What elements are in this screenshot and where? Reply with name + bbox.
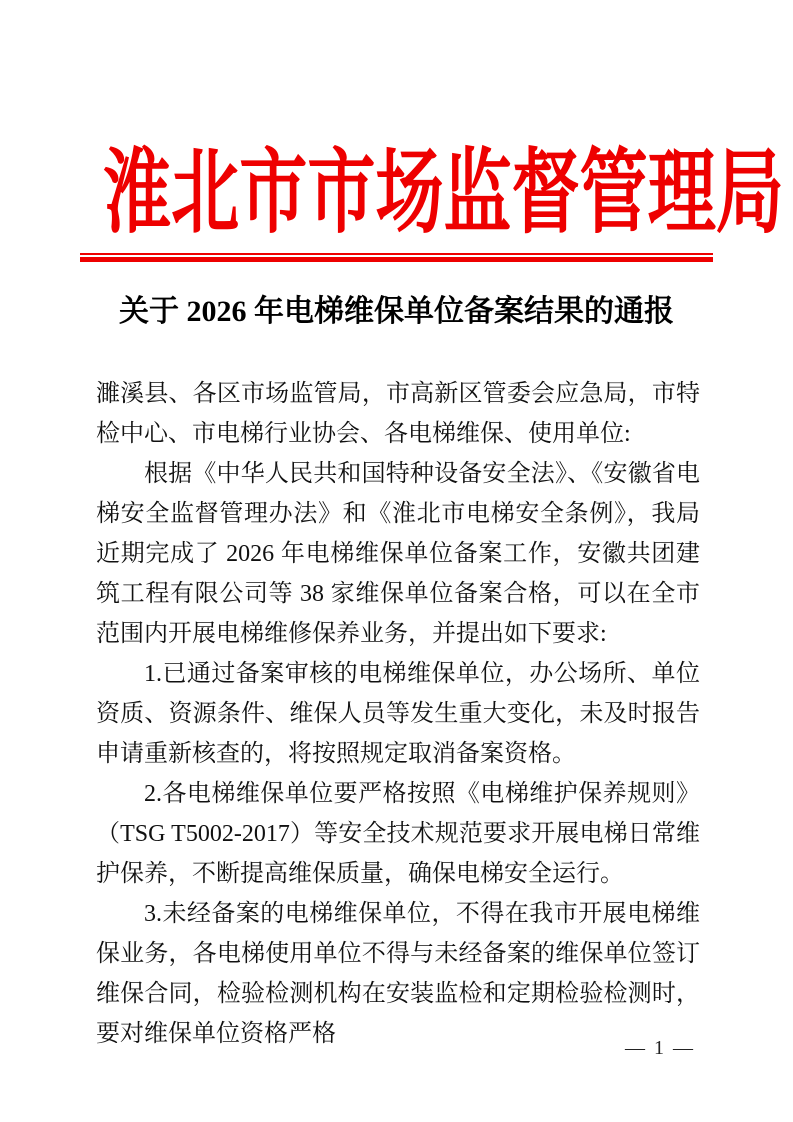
letterhead-divider: [80, 253, 713, 262]
document-body: [96, 374, 700, 1054]
page-footer: [625, 1037, 695, 1060]
salutation: 濉溪县、各区市场监管局，市高新区管委会应急局，市特检中心、市电梯行业协会、各电梯维保、使用单位:: [96, 381, 700, 448]
paragraph-intro: 根据《中华人民共和国特种设备安全法》、《安徽省电梯安全监督管理办法》和《淮北市电梯安全条例》，我局近期完成了 2026 年电梯维保单位备案工作，安徽共团建筑工程有限公司等 38 家维保单位备案合格，可以在全市范围内开展电梯维修保养业务，并提出如下要求:: [96, 461, 700, 648]
divider-thick-line: [80, 257, 713, 262]
page-number: — 1 —: [625, 1037, 695, 1059]
document-title: 关于 2026 年电梯维保单位备案结果的通报: [119, 295, 674, 329]
paragraph-item-1: 1.已通过备案审核的电梯维保单位，办公场所、单位资质、资源条件、维保人员等发生重大变化，未及时报告申请重新核查的，将按照规定取消备案资格。: [96, 661, 700, 768]
divider-thin-line: [80, 253, 713, 255]
paragraph-item-2: 2.各电梯维保单位要严格按照《电梯维护保养规则》（TSG T5002-2017）等安全技术规范要求开展电梯日常维护保养，不断提高维保质量，确保电梯安全运行。: [96, 781, 700, 888]
paragraph-item-3: 3.未经备案的电梯维保单位，不得在我市开展电梯维保业务，各电梯使用单位不得与未经备案的维保单位签订维保合同，检验检测机构在安装监检和定期检验检测时，要对维保单位资格严格: [96, 901, 700, 1048]
letterhead: [0, 0, 793, 262]
agency-title: 淮北市市场监督管理局: [103, 142, 784, 244]
